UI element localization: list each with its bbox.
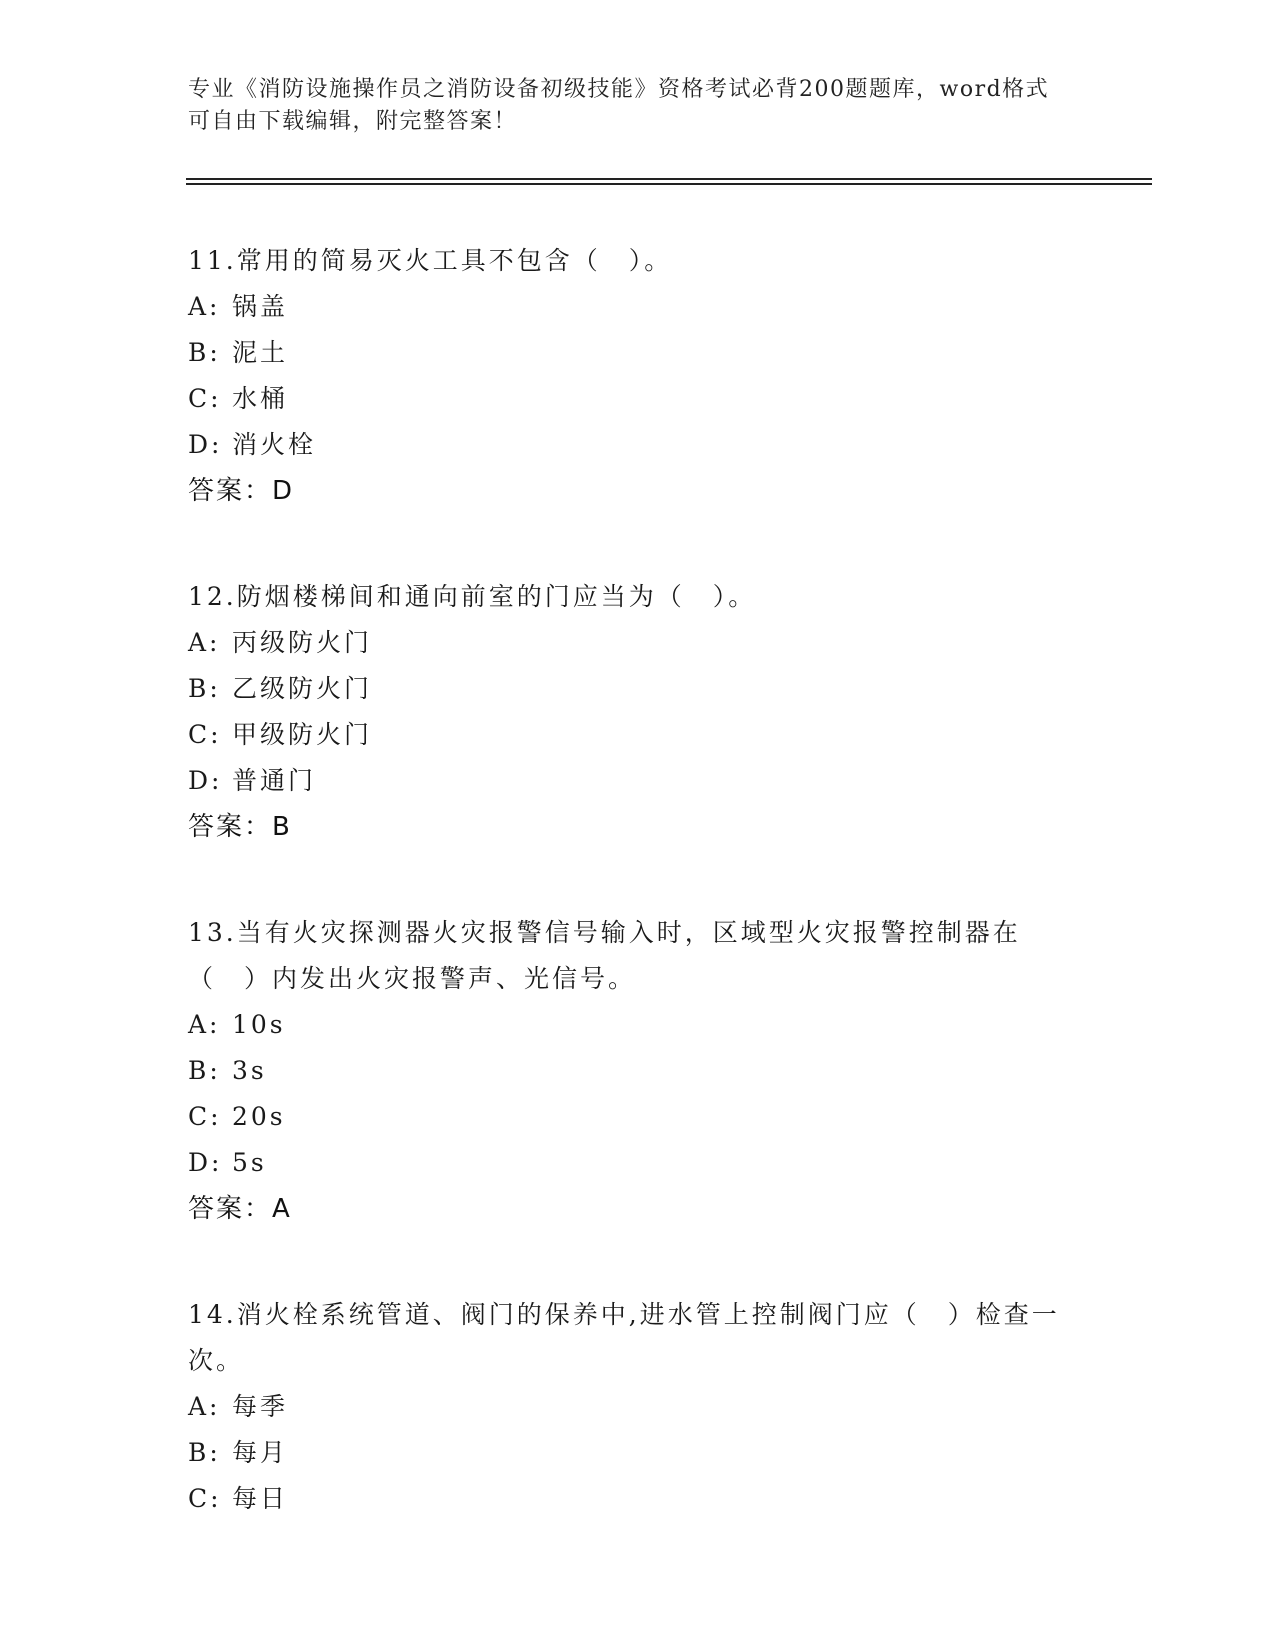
document-header: 专业《消防设施操作员之消防设备初级技能》资格考试必背200题题库，word格式可自由下载编辑，附完整答案！	[188, 77, 1050, 134]
answer-option	[188, 1094, 1088, 1140]
answer-key: 答案：B	[188, 812, 292, 842]
option-text: 水桶	[232, 384, 289, 413]
answer-key: 答案：D	[188, 476, 295, 506]
option-text: 甲级防火门	[232, 720, 373, 749]
question-block	[188, 910, 1088, 1232]
question-block	[188, 1292, 1088, 1522]
answer-key: 答案：A	[188, 1194, 292, 1224]
header-rule-bottom	[186, 183, 1152, 185]
answer-option	[188, 376, 1088, 422]
option-text: 普通门	[232, 766, 317, 795]
answer-option	[188, 422, 1088, 468]
option-key: C:	[188, 384, 222, 413]
option-key: B:	[188, 338, 221, 367]
option-text: 5s	[232, 1148, 267, 1177]
option-text: 消火栓	[232, 430, 317, 459]
option-text: 每日	[232, 1484, 289, 1513]
answer-option	[188, 1048, 1088, 1094]
option-text: 每季	[232, 1392, 289, 1421]
answer-option	[188, 620, 1088, 666]
option-key: D:	[188, 766, 223, 795]
option-key: C:	[188, 1484, 222, 1513]
question-list	[188, 238, 1088, 1582]
answer-option	[188, 284, 1088, 330]
option-text: 3s	[232, 1056, 267, 1085]
answer-option	[188, 666, 1088, 712]
answer-option	[188, 1140, 1088, 1186]
answer-option	[188, 1476, 1088, 1522]
option-key: A:	[188, 628, 221, 657]
answer-option	[188, 1384, 1088, 1430]
question-stem: 14.消火栓系统管道、阀门的保养中,进水管上控制阀门应（ ）检查一次。	[188, 1300, 1060, 1375]
option-text: 锅盖	[232, 292, 289, 321]
option-text: 乙级防火门	[232, 674, 373, 703]
option-text: 每月	[232, 1438, 289, 1467]
question-stem: 12.防烟楼梯间和通向前室的门应当为（ ）。	[188, 582, 757, 611]
option-text: 泥土	[232, 338, 289, 367]
answer-option	[188, 712, 1088, 758]
option-key: B:	[188, 1056, 221, 1085]
option-text: 丙级防火门	[232, 628, 373, 657]
option-text: 10s	[232, 1010, 286, 1039]
question-block	[188, 238, 1088, 514]
answer-option	[188, 330, 1088, 376]
option-key: D:	[188, 430, 223, 459]
option-key: A:	[188, 1010, 221, 1039]
option-key: C:	[188, 1102, 222, 1131]
option-key: D:	[188, 1148, 223, 1177]
option-key: B:	[188, 1438, 221, 1467]
answer-option	[188, 1002, 1088, 1048]
question-stem: 11.常用的简易灭火工具不包含（ ）。	[188, 246, 673, 275]
answer-option	[188, 1430, 1088, 1476]
question-block	[188, 574, 1088, 850]
option-key: C:	[188, 720, 222, 749]
option-key: B:	[188, 674, 221, 703]
option-text: 20s	[232, 1102, 286, 1131]
answer-option	[188, 758, 1088, 804]
header-rule-top	[186, 178, 1152, 180]
option-key: A:	[188, 1392, 221, 1421]
option-key: A:	[188, 292, 221, 321]
question-stem: 13.当有火灾探测器火灾报警信号输入时，区域型火灾报警控制器在（ ）内发出火灾报警声、光信号。	[188, 918, 1021, 993]
